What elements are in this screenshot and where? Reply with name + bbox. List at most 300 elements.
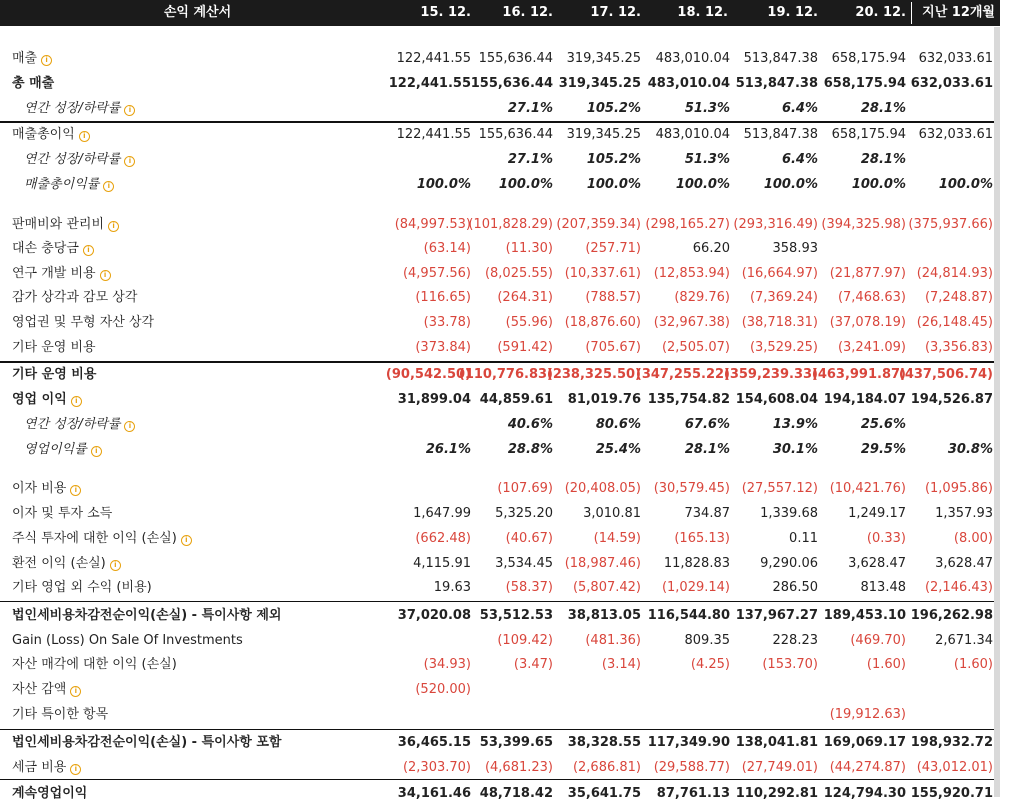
table-row [0, 677, 1000, 702]
row-label-text: 연간 성장/하락률 [24, 101, 121, 116]
cell-value: 155,636.44 [478, 127, 553, 142]
row-label [12, 652, 177, 677]
cell-value: 122,441.55 [388, 76, 471, 91]
cell-value: 100.0% [416, 177, 471, 192]
column-header-2018[interactable]: 18. 12. 31. [677, 5, 728, 46]
cell-value: 29.5% [860, 442, 906, 457]
table-row [0, 172, 1000, 197]
row-label-text: 영업 이익 [12, 392, 67, 407]
cell-value [898, 96, 993, 121]
row-label [12, 677, 81, 702]
cell-value: (26,148.45) [916, 315, 993, 330]
table-row [0, 46, 1000, 71]
cell-value: 6.4% [781, 152, 818, 167]
cell-value [458, 702, 553, 727]
vertical-scrollbar[interactable] [994, 27, 1000, 797]
row-label [12, 755, 81, 780]
cell-value: 27.1% [507, 152, 553, 167]
info-icon[interactable]: i [124, 156, 135, 167]
cell-value: 13.9% [772, 417, 818, 432]
cell-value: 66.20 [692, 241, 730, 256]
cell-value [458, 677, 553, 702]
cell-value: 513,847.38 [735, 76, 818, 91]
row-label-text: 연구 개발 비용 [12, 266, 96, 281]
cell-value [811, 677, 906, 702]
cell-value: 28.1% [860, 101, 906, 116]
cell-value: (591.42) [497, 340, 553, 355]
info-icon[interactable]: i [100, 270, 111, 281]
cell-value: (3,356.83) [924, 340, 993, 355]
section-divider [0, 601, 1000, 602]
cell-value: 3,534.45 [495, 556, 553, 571]
cell-value: (3,529.25) [749, 340, 818, 355]
cell-value: 11,828.83 [663, 556, 730, 571]
info-icon[interactable]: i [103, 181, 114, 192]
cell-value: 189,453.10 [823, 608, 906, 623]
table-row [0, 212, 1000, 237]
info-icon[interactable]: i [110, 560, 121, 571]
cell-value: 155,636.44 [478, 51, 553, 66]
cell-value: 40.6% [507, 417, 553, 432]
cell-value: 632,033.61 [910, 76, 993, 91]
info-icon[interactable]: i [79, 131, 90, 142]
cell-value: (4,681.23) [484, 760, 553, 775]
cell-value: 116,544.80 [647, 608, 730, 623]
cell-value: (110,776.83) [458, 367, 553, 382]
cell-value: 35,641.75 [567, 786, 641, 801]
cell-value: (2,146.43) [924, 580, 993, 595]
cell-value: 632,033.61 [918, 127, 993, 142]
cell-value: 319,345.25 [566, 51, 641, 66]
row-label-text: 주식 투자에 대한 이익 (손실) [12, 531, 177, 546]
row-label-text: 자산 매각에 대한 이익 (손실) [12, 657, 177, 672]
cell-value: 38,813.05 [567, 608, 641, 623]
cell-value: (16,664.97) [741, 266, 818, 281]
cell-value: (520.00) [415, 682, 471, 697]
cell-value [898, 236, 993, 261]
cell-value: 513,847.38 [743, 51, 818, 66]
cell-value: 319,345.25 [558, 76, 641, 91]
cell-value: 1,647.99 [413, 506, 471, 521]
cell-value: (20,408.05) [564, 481, 641, 496]
cell-value: 26.1% [425, 442, 471, 457]
cell-value: (788.57) [585, 290, 641, 305]
cell-value: 100.0% [938, 177, 993, 192]
row-label-text: 세금 비용 [12, 760, 67, 775]
table-row [0, 526, 1000, 551]
row-label [12, 781, 87, 806]
cell-value: 28.8% [507, 442, 553, 457]
cell-value: (394,325.98) [821, 217, 906, 232]
row-label-text: 자산 감액 [12, 682, 67, 697]
cell-value: (116.65) [415, 290, 471, 305]
cell-value: (2,686.81) [572, 760, 641, 775]
cell-value: 286.50 [772, 580, 818, 595]
cell-value: 30.1% [772, 442, 818, 457]
cell-value: 658,175.94 [823, 76, 906, 91]
cell-value: 30.8% [947, 442, 993, 457]
table-row [0, 575, 1000, 600]
cell-value [898, 702, 993, 727]
cell-value: 196,262.98 [910, 608, 993, 623]
cell-value: 3,628.47 [935, 556, 993, 571]
cell-value: (7,369.24) [749, 290, 818, 305]
cell-value: (5,807.42) [572, 580, 641, 595]
cell-value: (109.42) [497, 633, 553, 648]
row-label [12, 730, 281, 755]
row-label [24, 412, 135, 437]
table-header [0, 0, 1034, 46]
cell-value: (4,957.56) [402, 266, 471, 281]
cell-value: 155,920.71 [910, 786, 993, 801]
cell-value: (21,877.97) [829, 266, 906, 281]
cell-value: (469.70) [850, 633, 906, 648]
row-label-text: 이자 및 투자 소득 [12, 506, 113, 521]
cell-value: 124,794.30 [823, 786, 906, 801]
cell-value: 0.11 [789, 531, 818, 546]
table-row [0, 147, 1000, 172]
cell-value: 5,325.20 [495, 506, 553, 521]
row-label-text: 연간 성장/하락률 [24, 152, 121, 167]
cell-value: 87,761.13 [656, 786, 730, 801]
cell-value: (18,876.60) [564, 315, 641, 330]
cell-value: 28.1% [684, 442, 730, 457]
table-row [0, 335, 1000, 360]
row-label-text: 이자 비용 [12, 481, 67, 496]
row-label [12, 476, 81, 501]
table-row [0, 236, 1000, 261]
row-label-text: 법인세비용차감전순이익(손실) - 특이사항 제외 [12, 608, 282, 623]
cell-value: (30,579.45) [653, 481, 730, 496]
cell-value: 483,010.04 [655, 51, 730, 66]
table-row [0, 71, 1000, 96]
table-row [0, 122, 1000, 147]
cell-value: (44,274.87) [829, 760, 906, 775]
cell-value: 658,175.94 [831, 51, 906, 66]
column-header-2017[interactable]: 17. 12. 31. [590, 5, 641, 46]
cell-value: 25.6% [860, 417, 906, 432]
cell-value [723, 702, 818, 727]
cell-value [898, 412, 993, 437]
row-label-text: 매출총이익 [12, 127, 75, 142]
cell-value: (27,749.01) [741, 760, 818, 775]
cell-value: 319,345.25 [566, 127, 641, 142]
cell-value: 1,339.68 [760, 506, 818, 521]
cell-value: 154,608.04 [735, 392, 818, 407]
cell-value [376, 147, 471, 172]
cell-value: (1,029.14) [661, 580, 730, 595]
cell-value [376, 628, 471, 653]
cell-value: (19,912.63) [829, 707, 906, 722]
row-label [12, 628, 243, 653]
cell-value: (1.60) [953, 657, 993, 672]
cell-value: (829.76) [674, 290, 730, 305]
cell-value: (257.71) [585, 241, 641, 256]
cell-value: 9,290.06 [760, 556, 818, 571]
cell-value: 100.0% [851, 177, 906, 192]
section-divider [0, 361, 1000, 363]
cell-value: 100.0% [763, 177, 818, 192]
cell-value: (18,987.46) [564, 556, 641, 571]
cell-value: 1,357.93 [935, 506, 993, 521]
column-header-2019[interactable]: 19. 12. 31. [767, 5, 818, 46]
cell-value: (481.36) [585, 633, 641, 648]
cell-value: 100.0% [586, 177, 641, 192]
cell-value: 28.1% [860, 152, 906, 167]
cell-value [898, 147, 993, 172]
row-label [12, 501, 112, 526]
info-icon[interactable]: i [91, 446, 102, 457]
cell-value: 155,636.44 [470, 76, 553, 91]
cell-value: 483,010.04 [655, 127, 730, 142]
cell-value [376, 412, 471, 437]
row-label [12, 551, 121, 576]
row-label-text: 계속영업이익 [12, 786, 88, 801]
cell-value [376, 702, 471, 727]
row-label [12, 71, 54, 96]
row-label-text: 영업권 및 무형 자산 상각 [12, 315, 155, 330]
cell-value: (24,814.93) [916, 266, 993, 281]
section-divider [0, 121, 1000, 123]
table-row [0, 285, 1000, 310]
row-label-text: 기타 운영 비용 [12, 367, 97, 382]
section-divider [0, 729, 1000, 730]
table-row [0, 755, 1000, 780]
cell-value [635, 677, 730, 702]
cell-value: 117,349.90 [647, 735, 730, 750]
table-row [0, 702, 1000, 727]
cell-value: 31,899.04 [397, 392, 471, 407]
cell-value: (1,095.86) [924, 481, 993, 496]
cell-value: (3.14) [601, 657, 641, 672]
cell-value: (27,557.12) [741, 481, 818, 496]
row-label [12, 603, 281, 628]
row-label [12, 212, 119, 237]
cell-value: 51.3% [684, 101, 730, 116]
table-row [0, 551, 1000, 576]
cell-value: (11.30) [505, 241, 553, 256]
cell-value: 100.0% [498, 177, 553, 192]
table-row [0, 96, 1000, 121]
cell-value: (101,828.29) [468, 217, 553, 232]
row-label-text: 매출 [12, 51, 38, 66]
cell-value: 813.48 [860, 580, 906, 595]
cell-value: 228.23 [772, 633, 818, 648]
cell-value: (437,506.74) [898, 367, 993, 382]
cell-value: 513,847.38 [743, 127, 818, 142]
table-row [0, 437, 1000, 462]
cell-value: 6.4% [781, 101, 818, 116]
cell-value: 194,184.07 [823, 392, 906, 407]
cell-value: 27.1% [507, 101, 553, 116]
cell-value: 169,069.17 [823, 735, 906, 750]
row-label [24, 172, 114, 197]
cell-value: 105.2% [586, 152, 641, 167]
row-label [12, 526, 192, 551]
cell-value: (463,991.87) [811, 367, 906, 382]
row-label [24, 437, 102, 462]
cell-value: 809.35 [684, 633, 730, 648]
table-row [0, 387, 1000, 412]
row-label-text: 감가 상각과 감모 상각 [12, 290, 138, 305]
table-row [0, 628, 1000, 653]
cell-value: (55.96) [505, 315, 553, 330]
cell-value: 483,010.04 [647, 76, 730, 91]
cell-value: 734.87 [684, 506, 730, 521]
cell-value: 81,019.76 [567, 392, 641, 407]
cell-value: (14.59) [593, 531, 641, 546]
row-label [12, 362, 96, 387]
cell-value: (10,421.76) [829, 481, 906, 496]
table-row [0, 501, 1000, 526]
cell-value: (33.78) [423, 315, 471, 330]
row-label-text: 대손 충당금 [12, 241, 79, 256]
cell-value: (3.47) [513, 657, 553, 672]
cell-value: 53,399.65 [479, 735, 553, 750]
info-icon[interactable]: i [70, 485, 81, 496]
cell-value: (58.37) [505, 580, 553, 595]
row-label [12, 335, 96, 360]
cell-value: 632,033.61 [918, 51, 993, 66]
section-divider [0, 779, 1000, 780]
cell-value [546, 702, 641, 727]
info-icon[interactable]: i [70, 764, 81, 775]
row-label [12, 285, 137, 310]
cell-value: (373.84) [415, 340, 471, 355]
row-label [12, 261, 111, 286]
table-row [0, 412, 1000, 437]
cell-value: (662.48) [415, 531, 471, 546]
info-icon[interactable]: i [83, 245, 94, 256]
cell-value: (0.33) [866, 531, 906, 546]
cell-value: 194,526.87 [910, 392, 993, 407]
row-label-text: 법인세비용차감전순이익(손실) - 특이사항 포함 [12, 735, 282, 750]
cell-value: (238,325.50) [546, 367, 641, 382]
column-header-2020[interactable]: 20. 12. 31. [855, 5, 906, 46]
row-label [12, 236, 94, 261]
cell-value: 135,754.82 [647, 392, 730, 407]
cell-value [723, 677, 818, 702]
table-row [0, 603, 1000, 628]
cell-value: 37,020.08 [397, 608, 471, 623]
info-icon[interactable]: i [70, 686, 81, 697]
cell-value: 3,628.47 [848, 556, 906, 571]
row-label-text: 연간 성장/하락률 [24, 417, 121, 432]
cell-value: 67.6% [684, 417, 730, 432]
cell-value: (43,012.01) [916, 760, 993, 775]
cell-value: 25.4% [595, 442, 641, 457]
cell-value: 198,932.72 [910, 735, 993, 750]
info-icon[interactable]: i [108, 221, 119, 232]
cell-value: (298,165.27) [645, 217, 730, 232]
cell-value: (63.14) [423, 241, 471, 256]
cell-value [546, 677, 641, 702]
row-label [24, 96, 135, 121]
row-label [24, 147, 135, 172]
cell-value: (8,025.55) [484, 266, 553, 281]
cell-value: (359,239.33) [723, 367, 818, 382]
row-label-text: Gain (Loss) On Sale Of Investments [12, 633, 243, 648]
cell-value: 1,249.17 [848, 506, 906, 521]
cell-value: (84,997.53) [394, 217, 471, 232]
cell-value: 51.3% [684, 152, 730, 167]
column-header-ttm[interactable]: 지난 12개월 [922, 5, 995, 20]
cell-value [811, 236, 906, 261]
info-icon[interactable]: i [181, 535, 192, 546]
cell-value: (90,542.50) [385, 367, 471, 382]
cell-value: (3,241.09) [837, 340, 906, 355]
cell-value: (2,303.70) [402, 760, 471, 775]
cell-value: 3,010.81 [583, 506, 641, 521]
row-label [12, 46, 52, 71]
row-label-text: 판매비와 관리비 [12, 217, 105, 232]
cell-value: 48,718.42 [479, 786, 553, 801]
cell-value: (12,853.94) [653, 266, 730, 281]
info-icon[interactable]: i [124, 105, 135, 116]
cell-value: (7,248.87) [924, 290, 993, 305]
info-icon[interactable]: i [124, 421, 135, 432]
cell-value: (29,588.77) [653, 760, 730, 775]
cell-value: 137,967.27 [735, 608, 818, 623]
table-row [0, 310, 1000, 335]
cell-value: (40.67) [505, 531, 553, 546]
cell-value: (347,255.22) [635, 367, 730, 382]
cell-value: 36,465.15 [397, 735, 471, 750]
cell-value: 34,161.46 [397, 786, 471, 801]
cell-value: 80.6% [595, 417, 641, 432]
cell-value: (2,505.07) [661, 340, 730, 355]
cell-value: (165.13) [674, 531, 730, 546]
row-label-text: 기타 특이한 항목 [12, 707, 109, 722]
cell-value: (207,359.34) [556, 217, 641, 232]
row-label-text: 기타 운영 비용 [12, 340, 96, 355]
cell-value [376, 96, 471, 121]
cell-value: 105.2% [586, 101, 641, 116]
row-label-text: 기타 영업 외 수익 (비용) [12, 580, 152, 595]
table-row [0, 730, 1000, 755]
cell-value: (10,337.61) [564, 266, 641, 281]
cell-value: 19.63 [433, 580, 471, 595]
cell-value: 100.0% [675, 177, 730, 192]
info-icon[interactable]: i [41, 55, 52, 66]
row-label-text: 환전 이익 (손실) [12, 556, 106, 571]
cell-value: (107.69) [497, 481, 553, 496]
cell-value: (8.00) [953, 531, 993, 546]
cell-value: 110,292.81 [735, 786, 818, 801]
table-row [0, 362, 1000, 387]
cell-value: (293,316.49) [733, 217, 818, 232]
table-row [0, 261, 1000, 286]
cell-value [376, 476, 471, 501]
column-header-2016[interactable]: 16. 12. 31. [502, 5, 553, 46]
cell-value: (38,718.31) [741, 315, 818, 330]
cell-value: (264.31) [497, 290, 553, 305]
row-label [12, 575, 152, 600]
row-label [12, 310, 154, 335]
cell-value: 4,115.91 [413, 556, 471, 571]
info-icon[interactable]: i [71, 396, 82, 407]
row-label-text: 총 매출 [12, 76, 55, 91]
cell-value: (34.93) [423, 657, 471, 672]
cell-value: (375,937.66) [908, 217, 993, 232]
cell-value: 53,512.53 [479, 608, 553, 623]
cell-value: 2,671.34 [935, 633, 993, 648]
cell-value [898, 677, 993, 702]
cell-value: (1.60) [866, 657, 906, 672]
column-header-2015[interactable]: 15. 12. 31. [420, 5, 471, 46]
cell-value: 122,441.55 [396, 127, 471, 142]
row-label-text: 매출총이익률 [24, 177, 100, 192]
